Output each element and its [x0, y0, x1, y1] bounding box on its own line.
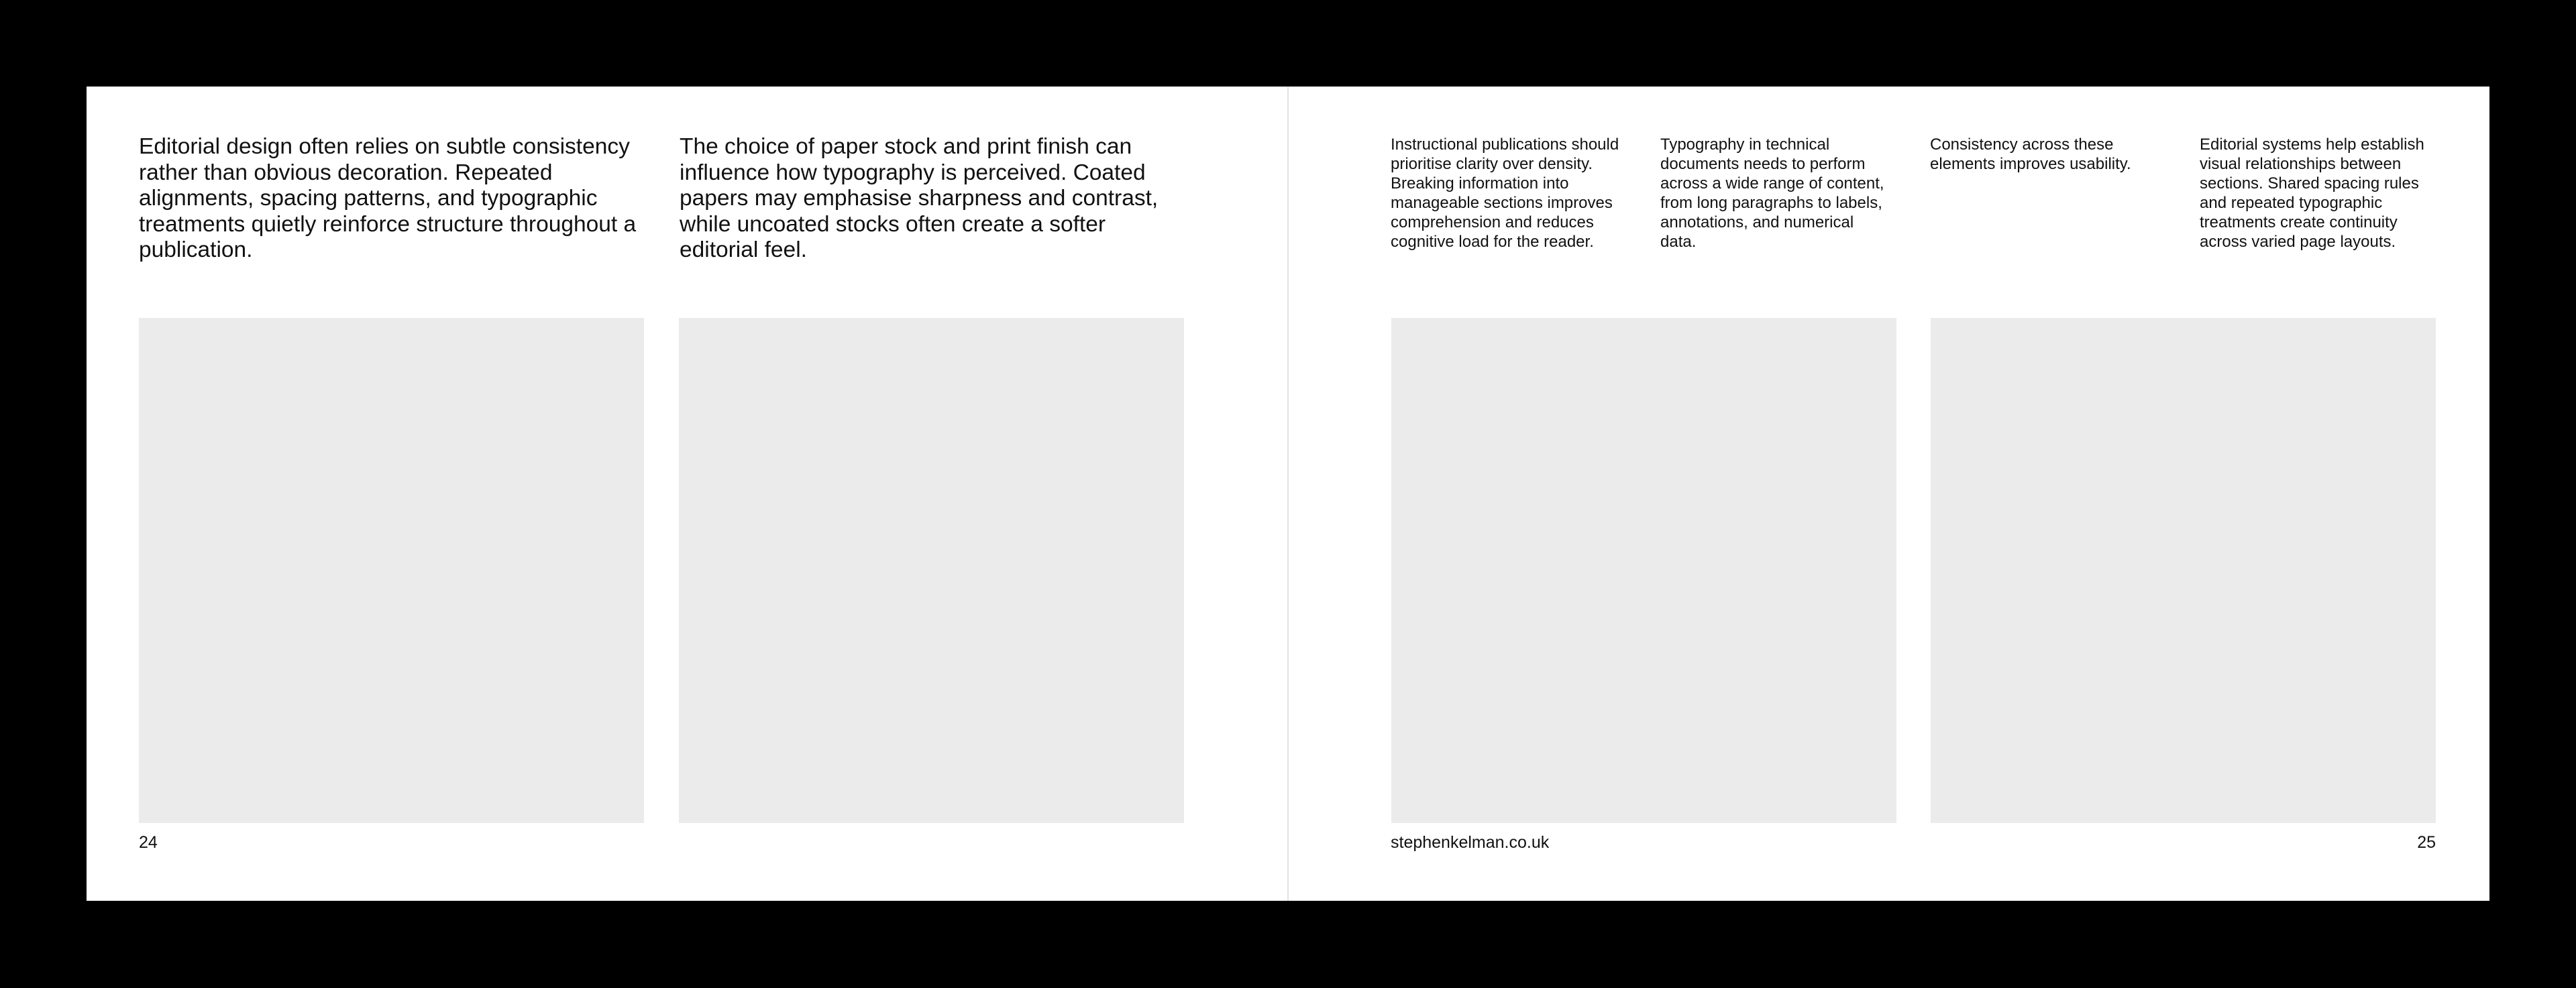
book-spread: [87, 87, 2489, 901]
right-page: [1289, 87, 2489, 901]
left-page-paragraph-2: The choice of paper stock and print finish can influence how typography is perceived. Coated papers may emphasise sharpness and contrast, while uncoated stocks often create a softer editorial feel.: [680, 134, 1159, 262]
page-number: 25: [2417, 833, 2436, 852]
left-page: [87, 87, 1287, 901]
image-placeholder: [139, 318, 644, 823]
right-page-paragraph-4: Editorial systems help establish visual relationships between sections. Shared spacing rules and repeated typographic treatments create continuity across varied page layouts.: [2200, 135, 2424, 251]
image-placeholder: [1931, 318, 2436, 823]
footer-url: stephenkelman.co.uk: [1391, 833, 1550, 852]
left-page-paragraph-1: Editorial design often relies on subtle consistency rather than obvious decoration. Repeated alignments, spacing patterns, and typographic treatments quietly reinforce structure throughout a publication.: [139, 134, 637, 262]
image-placeholder: [679, 318, 1184, 823]
right-page-paragraph-1: Instructional publications should prioritise clarity over density. Breaking information into manageable sections improves comprehension and reduces cognitive load for the reader.: [1391, 135, 1619, 251]
right-page-paragraph-3: Consistency across these elements improves usability.: [1930, 135, 2131, 173]
image-placeholder: [1391, 318, 1896, 823]
right-page-paragraph-2: Typography in technical documents needs to perform across a wide range of content, from long paragraphs to labels, annotations, and numerical data.: [1660, 135, 1884, 251]
page-number: 24: [139, 833, 158, 852]
